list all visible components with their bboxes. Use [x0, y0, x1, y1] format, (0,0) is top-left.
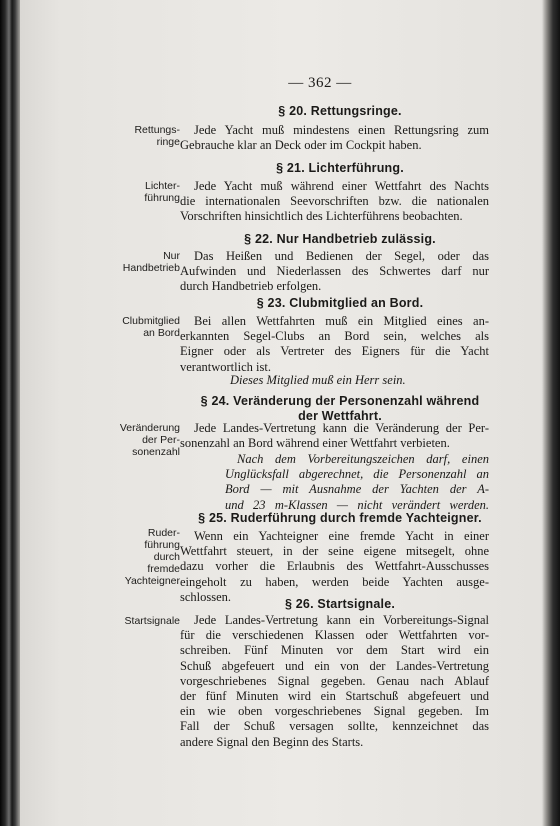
margin-note-line: führung [144, 539, 180, 551]
margin-note-line: sonenzahl [132, 446, 180, 458]
body-line: schlossen. [180, 589, 232, 604]
section-20-heading: § 20. Rettungsringe. [278, 104, 402, 118]
note-line: und 23 m-Klassen — nicht verändert werden. [225, 497, 489, 512]
section-21-heading: § 21. Lichterführung. [276, 161, 404, 175]
page-number: — 362 — [288, 75, 352, 91]
section-21-body [180, 179, 489, 225]
section-24-margin-note [108, 422, 180, 458]
body-line: sonenzahl an Bord während einer Wettfahrt verbieten. [180, 436, 450, 451]
body-line: Bei allen Wettfahrten muß ein Mitglied eines an- [194, 314, 489, 328]
section-20-margin-note [108, 124, 180, 148]
body-line: erkannten Segel-Clubs an Bord sein, welches als [180, 329, 489, 344]
margin-note-line: ringe [156, 136, 180, 148]
margin-note-line: der Per- [142, 434, 180, 446]
book-binding-left [0, 0, 20, 826]
margin-note-line: Nur [163, 250, 180, 262]
body-line: für die verschiedenen Klassen oder Wettfahrten vor- [180, 628, 489, 643]
section-25-margin-note [108, 527, 180, 587]
body-line: Wettfahrt steuert, in der seine eigene mitsegelt, ohne [180, 544, 489, 559]
section-23-heading: § 23. Clubmitglied an Bord. [256, 296, 424, 310]
section-23-margin-note [108, 315, 180, 339]
section-24-heading [184, 394, 496, 424]
body-line: Das Heißen und Bedienen der Segel, oder das [194, 249, 489, 263]
section-22-margin-note [108, 250, 180, 274]
margin-note-line: Handbetrieb [122, 262, 180, 274]
section-23-body [180, 314, 489, 375]
section-22-body [180, 249, 489, 295]
section-20-body [180, 123, 489, 153]
section-25-heading: § 25. Ruderführung durch fremde Yachteigner. [198, 511, 482, 525]
heading-line: § 24. Veränderung der Personenzahl während [200, 394, 480, 408]
section-25-body [180, 529, 489, 605]
margin-note-line: Startsignale [124, 615, 180, 627]
body-line: der fünf Minuten wird ein Startschuß abgefeuert und [180, 689, 489, 704]
body-line: die internationalen Seevorschriften bzw. die nationalen [180, 194, 489, 209]
note-line: Unglücksfall abgerechnet, die Personenzahl an [225, 467, 489, 482]
margin-note-line: Yachteigner [124, 575, 180, 587]
margin-note-line: fremde [147, 563, 180, 575]
section-26-body [180, 613, 489, 750]
body-line: schreiben. Fünf Minuten vor dem Start wird ein [180, 643, 489, 658]
body-line: Wenn ein Yachteigner eine fremde Yacht in einer [194, 529, 489, 543]
margin-note-line: an Bord [143, 327, 180, 339]
section-24-body [180, 421, 489, 451]
margin-note-line: führung [144, 192, 180, 204]
margin-note-line: Veränderung [119, 422, 180, 434]
body-line: durch Handbetrieb erfolgen. [180, 279, 322, 294]
body-line: Aufwinden und Niederlassen des Schwertes darf nur [180, 264, 489, 279]
body-line: andere Signal den Beginn des Starts. [180, 734, 364, 749]
body-line: verantwortlich ist. [180, 359, 271, 374]
body-line: ein wie oben vorgeschriebenes Signal gegeben. Im [180, 704, 489, 719]
margin-note-line: Lichter- [144, 180, 180, 192]
body-line: eingeholt zu haben, werden beide Yachten ausge- [180, 574, 489, 589]
section-24-note [225, 452, 489, 513]
body-line: Schuß abgefeuert und ein von der Landes-Vertretung [180, 658, 489, 673]
margin-note-line: Ruder- [147, 527, 180, 539]
section-21-margin-note [108, 180, 180, 204]
book-binding-right [542, 0, 560, 826]
body-line: Eigner oder als Vertreter des Eigners für die Yacht [180, 344, 489, 359]
section-26-heading: § 26. Startsignale. [284, 597, 396, 611]
body-line: Vorschriften hinsichtlich des Lichterführens beobachten. [180, 209, 463, 224]
margin-note-line: Rettungs- [134, 124, 180, 136]
body-line: Jede Yacht muß mindestens einen Rettungsring zum [194, 123, 489, 137]
note-line: Nach dem Vorbereitungszeichen darf, einen [237, 452, 489, 466]
note-line: Bord — mit Ausnahme der Yachten der A- [225, 482, 489, 497]
section-26-margin-note [108, 615, 180, 627]
body-line: vorgeschriebenes Signal gegeben. Genau nach Ablauf [180, 673, 489, 688]
note-line: Dieses Mitglied muß ein Herr sein. [230, 373, 406, 387]
heading-line: der Wettfahrt. [298, 409, 382, 423]
section-22-heading: § 22. Nur Handbetrieb zulässig. [244, 232, 436, 246]
body-line: Fall der Schuß versagen sollte, kennzeichnet das [180, 719, 489, 734]
body-line: Jede Landes-Vertretung kann ein Vorbereitungs-Signal [194, 613, 489, 627]
body-line: Jede Landes-Vertretung kann die Veränderung der Per- [194, 421, 489, 435]
body-line: dazu vorher die Erlaubnis des Wettfahrt-Ausschusses [180, 559, 489, 574]
body-line: Gebrauche klar an Deck oder im Cockpit haben. [180, 138, 422, 153]
margin-note-line: Clubmitglied [122, 315, 180, 327]
body-line: Jede Yacht muß während einer Wettfahrt des Nachts [194, 179, 489, 193]
margin-note-line: durch [153, 551, 180, 563]
section-23-note [230, 373, 440, 388]
